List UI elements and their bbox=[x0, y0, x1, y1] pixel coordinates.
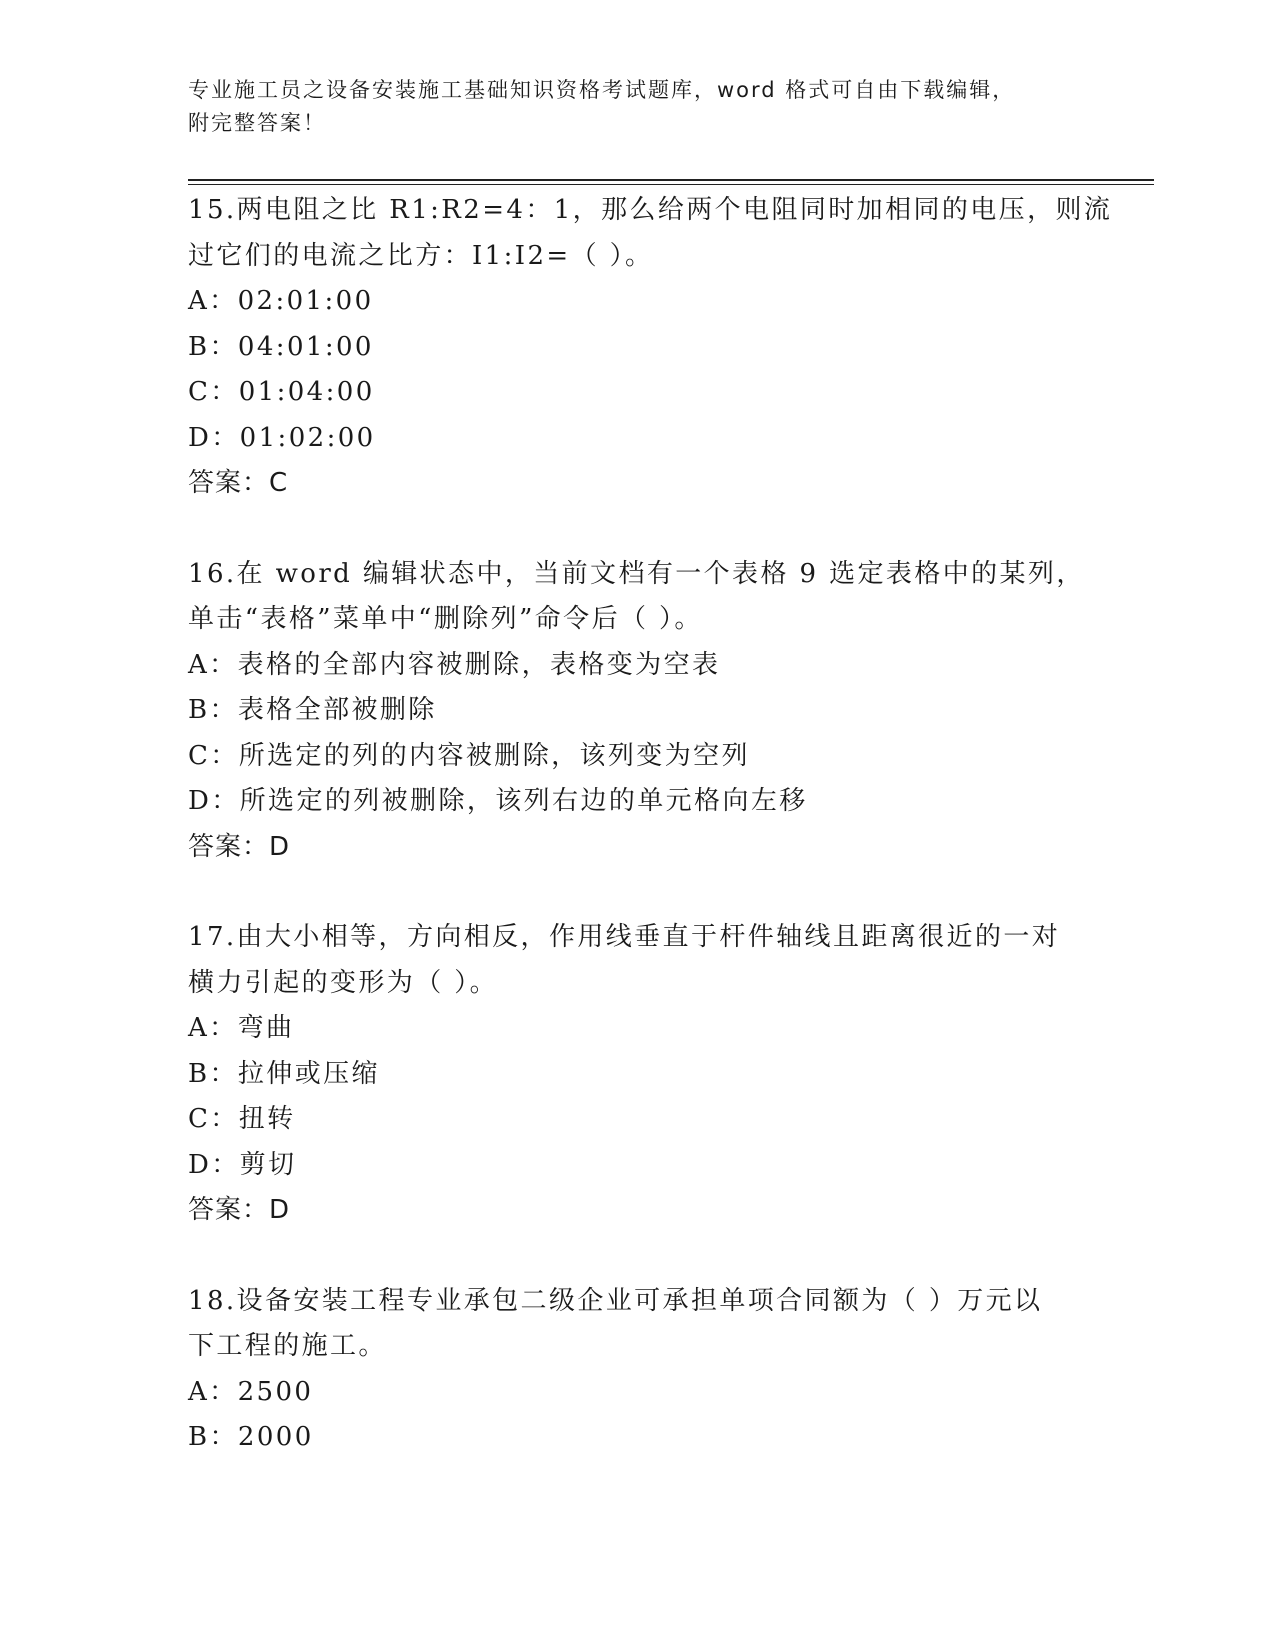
question-17 bbox=[188, 915, 1118, 1234]
question-stem-line: 15.两电阻之比 R1:R2=4：1，那么给两个电阻同时加相同的电压，则流 bbox=[188, 195, 1113, 225]
option-c: C：扭转 bbox=[188, 1104, 296, 1134]
question-stem-line: 横力引起的变形为（ ）。 bbox=[188, 967, 499, 998]
question-15 bbox=[188, 188, 1118, 507]
question-stem-line: 下工程的施工。 bbox=[188, 1331, 387, 1361]
option-d: D：01:02:00 bbox=[188, 422, 376, 453]
question-stem-line: 16.在 word 编辑状态中，当前文档有一个表格 9 选定表格中的某列， bbox=[188, 558, 1085, 589]
answer-text: 答案：C bbox=[188, 468, 289, 498]
option-a: A：02:01:00 bbox=[188, 286, 374, 316]
header-divider-thin bbox=[188, 184, 1154, 185]
question-stem-line: 17.由大小相等，方向相反，作用线垂直于杆件轴线且距离很近的一对 bbox=[188, 922, 1061, 952]
option-c: C：01:04:00 bbox=[188, 377, 375, 407]
option-d: D：剪切 bbox=[188, 1149, 297, 1180]
option-c: C：所选定的列的内容被删除，该列变为空列 bbox=[188, 740, 750, 771]
document-header bbox=[188, 74, 1088, 140]
option-a: A：2500 bbox=[188, 1376, 314, 1407]
option-b: B：2000 bbox=[188, 1422, 314, 1452]
option-a: A：弯曲 bbox=[188, 1013, 295, 1043]
header-line-1: 专业施工员之设备安装施工基础知识资格考试题库，word 格式可自由下载编辑， bbox=[188, 78, 1016, 102]
question-stem-line: 单击“表格”菜单中“删除列”命令后（ ）。 bbox=[188, 604, 703, 634]
header-divider-thick bbox=[188, 179, 1154, 181]
header-line-2: 附完整答案！ bbox=[188, 111, 326, 135]
option-b: B：表格全部被删除 bbox=[188, 695, 437, 725]
option-a: A：表格的全部内容被删除，表格变为空表 bbox=[188, 649, 721, 680]
question-stem-line: 18.设备安装工程专业承包二级企业可承担单项合同额为（ ）万元以 bbox=[188, 1285, 1043, 1316]
question-list bbox=[188, 188, 1118, 1506]
answer-text: 答案：D bbox=[188, 831, 291, 862]
question-16 bbox=[188, 552, 1118, 871]
option-b: B：拉伸或压缩 bbox=[188, 1058, 380, 1089]
question-18 bbox=[188, 1279, 1118, 1461]
option-d: D：所选定的列被删除，该列右边的单元格向左移 bbox=[188, 786, 808, 816]
answer-text: 答案：D bbox=[188, 1195, 291, 1225]
option-b: B：04:01:00 bbox=[188, 331, 374, 362]
question-stem-line: 过它们的电流之比方：I1:I2=（ ）。 bbox=[188, 240, 654, 271]
